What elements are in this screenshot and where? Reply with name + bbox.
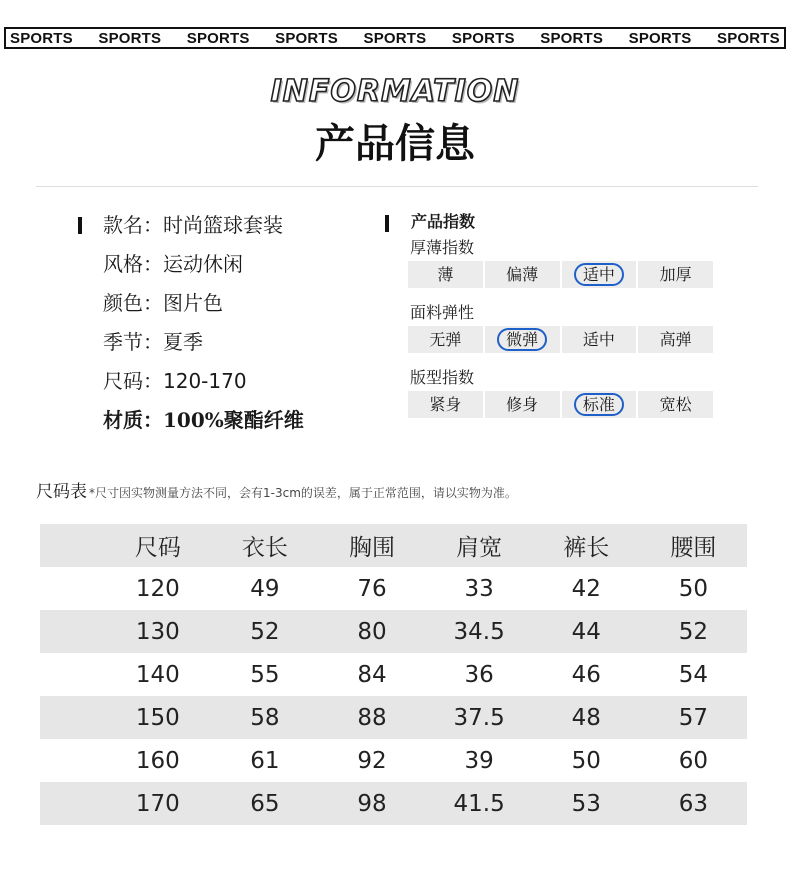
table-cell: 84 [357, 661, 387, 688]
attribute-row [78, 325, 304, 364]
table-cell: 48 [533, 696, 640, 739]
spacer-cell [40, 567, 104, 610]
table-cell: 55 [250, 661, 280, 688]
attribute-material: 材质：100%聚酯纤维 [103, 408, 304, 432]
index-option-label: 适中 [582, 330, 615, 349]
table-cell: 33 [464, 575, 494, 602]
table-cell: 34.5 [426, 610, 533, 653]
sports-banner [4, 27, 786, 49]
table-header-row [40, 524, 747, 567]
index-option-label: 薄 [437, 265, 454, 284]
banner-text: SPORTS [275, 29, 339, 47]
banner-text: SPORTS [717, 29, 780, 47]
banner-text: SPORTS [186, 29, 250, 47]
index-option-label: 偏薄 [506, 265, 539, 284]
attribute-style: 风格：运动休闲 [103, 252, 243, 276]
index-option [408, 326, 483, 353]
table-cell: 52 [211, 610, 318, 653]
table-cell: 61 [250, 747, 280, 774]
table-cell: 170 [104, 782, 211, 825]
table-row [40, 653, 747, 696]
index-option-label: 宽松 [659, 395, 692, 414]
section-marker [385, 215, 389, 232]
spacer-cell [40, 696, 104, 739]
attribute-row [78, 208, 304, 247]
english-title: INFORMATION [270, 74, 520, 109]
table-cell: 120 [135, 575, 180, 602]
index-group-title: 面料弹性 [410, 303, 475, 322]
spacer-cell [40, 610, 104, 653]
index-option [638, 261, 713, 288]
spacer-cell [40, 739, 104, 782]
index-option-selected [562, 261, 637, 288]
index-options [408, 261, 715, 288]
index-option-selected [562, 391, 637, 418]
index-option-label: 修身 [506, 395, 539, 414]
index-option-label: 高弹 [659, 330, 692, 349]
table-cell: 41.5 [426, 782, 533, 825]
banner-text: SPORTS [98, 29, 162, 47]
index-option [638, 391, 713, 418]
table-cell: 60 [678, 747, 709, 774]
table-cell: 50 [678, 575, 709, 602]
attribute-row [78, 403, 304, 442]
index-options [408, 326, 715, 353]
table-row [40, 739, 747, 782]
table-cell: 92 [357, 747, 387, 774]
size-table-title: 尺码表 [36, 482, 87, 502]
page-title: 产品信息 [315, 121, 475, 167]
attribute-season: 季节：夏季 [103, 330, 203, 354]
banner-text: SPORTS [628, 29, 692, 47]
index-option-label: 标准 [574, 393, 624, 416]
attribute-size: 尺码：120-170 [103, 369, 247, 393]
table-cell: 42 [571, 575, 601, 602]
column-header: 尺码 [104, 524, 211, 567]
column-header: 腰围 [640, 524, 747, 567]
index-option-label: 紧身 [429, 395, 462, 414]
section-marker [78, 217, 82, 234]
table-row [40, 696, 747, 739]
index-group-title: 版型指数 [410, 368, 475, 387]
table-row [40, 610, 747, 653]
column-header: 胸围 [318, 524, 425, 567]
banner-text: SPORTS [363, 29, 427, 47]
spacer-cell [40, 524, 104, 567]
size-table-note: *尺寸因实物测量方法不同，会有1-3cm的误差，属于正常范围，请以实物为准。 [89, 486, 517, 500]
index-option [562, 326, 637, 353]
index-option-label: 加厚 [659, 265, 692, 284]
table-cell: 58 [211, 696, 318, 739]
index-option-selected [485, 326, 560, 353]
table-cell: 160 [135, 747, 180, 774]
index-heading: 产品指数 [411, 212, 476, 231]
banner-text: SPORTS [540, 29, 604, 47]
table-cell: 150 [104, 696, 211, 739]
column-header: 裤长 [533, 524, 640, 567]
table-cell: 130 [104, 610, 211, 653]
table-cell: 44 [533, 610, 640, 653]
product-attributes [78, 208, 304, 442]
table-cell: 63 [640, 782, 747, 825]
table-cell: 50 [571, 747, 601, 774]
attribute-name: 款名：时尚篮球套装 [103, 213, 283, 237]
size-table-header [36, 477, 517, 502]
table-cell: 98 [318, 782, 425, 825]
table-cell: 53 [533, 782, 640, 825]
table-cell: 88 [318, 696, 425, 739]
table-cell: 76 [357, 575, 387, 602]
index-option [485, 391, 560, 418]
attribute-row [78, 247, 304, 286]
index-option [485, 261, 560, 288]
table-cell: 36 [464, 661, 494, 688]
index-options [408, 391, 715, 418]
index-option-label: 适中 [574, 263, 624, 286]
attribute-row [78, 286, 304, 325]
attribute-row [78, 364, 304, 403]
index-option [638, 326, 713, 353]
index-option-label: 微弹 [497, 328, 547, 351]
table-cell: 46 [571, 661, 601, 688]
index-option [408, 261, 483, 288]
size-table [40, 524, 747, 825]
column-header: 衣长 [211, 524, 318, 567]
banner-text: SPORTS [10, 29, 73, 47]
table-cell: 37.5 [426, 696, 533, 739]
banner-text: SPORTS [451, 29, 515, 47]
spacer-cell [40, 782, 104, 825]
table-row [40, 782, 747, 825]
divider [36, 186, 758, 187]
spacer-cell [40, 653, 104, 696]
attribute-color: 颜色：图片色 [103, 291, 223, 315]
table-cell: 65 [211, 782, 318, 825]
table-cell: 52 [640, 610, 747, 653]
table-cell: 49 [250, 575, 280, 602]
index-option-label: 无弹 [429, 330, 462, 349]
index-group-title: 厚薄指数 [410, 238, 475, 257]
index-option [408, 391, 483, 418]
table-cell: 80 [318, 610, 425, 653]
table-cell: 140 [135, 661, 180, 688]
table-cell: 54 [678, 661, 709, 688]
table-cell: 57 [640, 696, 747, 739]
table-cell: 39 [464, 747, 494, 774]
product-index [385, 208, 715, 431]
table-row [40, 567, 747, 610]
column-header: 肩宽 [426, 524, 533, 567]
